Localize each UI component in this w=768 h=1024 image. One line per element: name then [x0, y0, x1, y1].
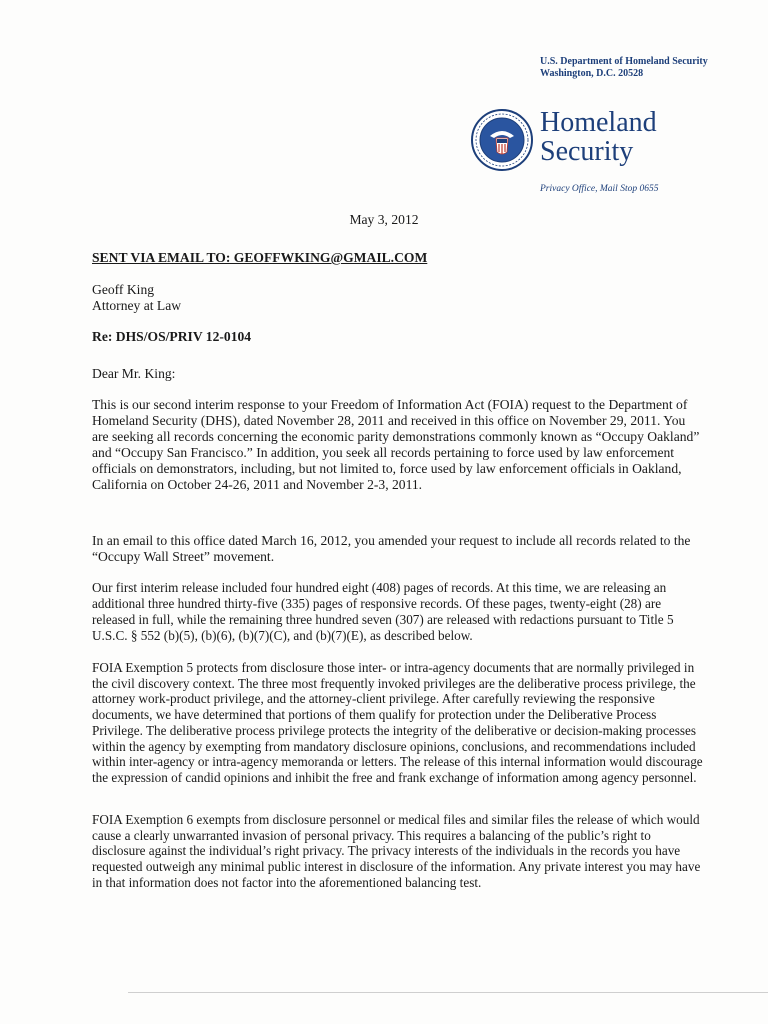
paragraph-exemption-6 [92, 812, 704, 891]
brand-line-security: Security [540, 136, 634, 167]
paragraph-text: Our first interim release included four hundred eight (408) pages of records. At this time, we are releasing an additional three hundred thirty-five (335) pages of responsive records. Of these pages, twenty-eight (28) are released in full, while the remaining three hundred seven (307) are released with redactions pursuant to Title 5 U.S.C. § 552 (b)(5), (b)(6), (b)(7)(C), and (b)(7)(E), as described below. [92, 580, 674, 643]
privacy-office-line: Privacy Office, Mail Stop 0655 [540, 184, 659, 194]
salutation: Dear Mr. King: [92, 366, 176, 381]
addressee-name: Geoff King [92, 282, 155, 297]
paragraph-text: FOIA Exemption 6 exempts from disclosure personnel or medical files and similar files the release of which would cause a clearly unwarranted invasion of personal privacy. This requires a balancing of the public’s right to disclosure against the individual’s right privacy. The privacy interests of the individuals in the records you have requested outweigh any minimal public interest in disclosure of the information. Any private interest you may have in that information does not factor into the aforementioned balancing test. [92, 812, 701, 890]
paragraph-amendment [92, 533, 704, 565]
paragraph-text: FOIA Exemption 5 protects from disclosure those inter- or intra-agency documents that are normally privileged in the civil discovery context. The three most frequently invoked privileges are the deliberative process privilege, the attorney work-product privilege, and the attorney-client privilege. After carefully reviewing the responsive documents, we have determined that portions of them qualify for protection under the Deliberative Process Privilege. The deliberative process privilege protects the integrity of the deliberative or decision-making processes within the agency by exempting from mandatory disclosure opinions, conclusions, and recommendations included within inter-agency or intra-agency memoranda or letters. The release of this internal information would discourage the expression of candid opinions and inhibit the free and frank exchange of information among agency personnel. [92, 660, 703, 785]
department-city: Washington, D.C. 20528 [540, 68, 644, 79]
brand-wordmark [540, 108, 657, 166]
paragraph-text: This is our second interim response to your Freedom of Information Act (FOIA) request to the Department of Homeland Security (DHS), dated November 28, 2011 and received in this office on November 29, 2011. You are seeking all records concerning the economic parity demonstrations commonly known as “Occupy Oakland” and “Occupy San Francisco.” In addition, you seek all records pertaining to force used by law enforcement officials on demonstrators, including, but not limited to, force used by law enforcement officials in Oakland, California on October 24-26, 2011 and November 2-3, 2011. [92, 397, 700, 492]
addressee-block [92, 282, 704, 314]
paragraph-text: In an email to this office dated March 16, 2012, you amended your request to include all records related to the “Occupy Wall Street” movement. [92, 533, 691, 564]
paragraph-request-summary [92, 397, 704, 493]
paragraph-release-summary [92, 580, 704, 644]
page-bottom-rule [128, 992, 768, 993]
brand-line-homeland: Homeland [540, 107, 657, 138]
letter-date: May 3, 2012 [349, 212, 419, 227]
dhs-seal-icon [470, 108, 534, 172]
department-name: U.S. Department of Homeland Security [540, 56, 708, 67]
addressee-title: Attorney at Law [92, 298, 182, 313]
department-address [540, 56, 708, 80]
reference-line: Re: DHS/OS/PRIV 12-0104 [92, 329, 252, 344]
sent-via-line: SENT VIA EMAIL TO: GEOFFWKING@GMAIL.COM [92, 250, 428, 265]
paragraph-exemption-5 [92, 660, 704, 786]
